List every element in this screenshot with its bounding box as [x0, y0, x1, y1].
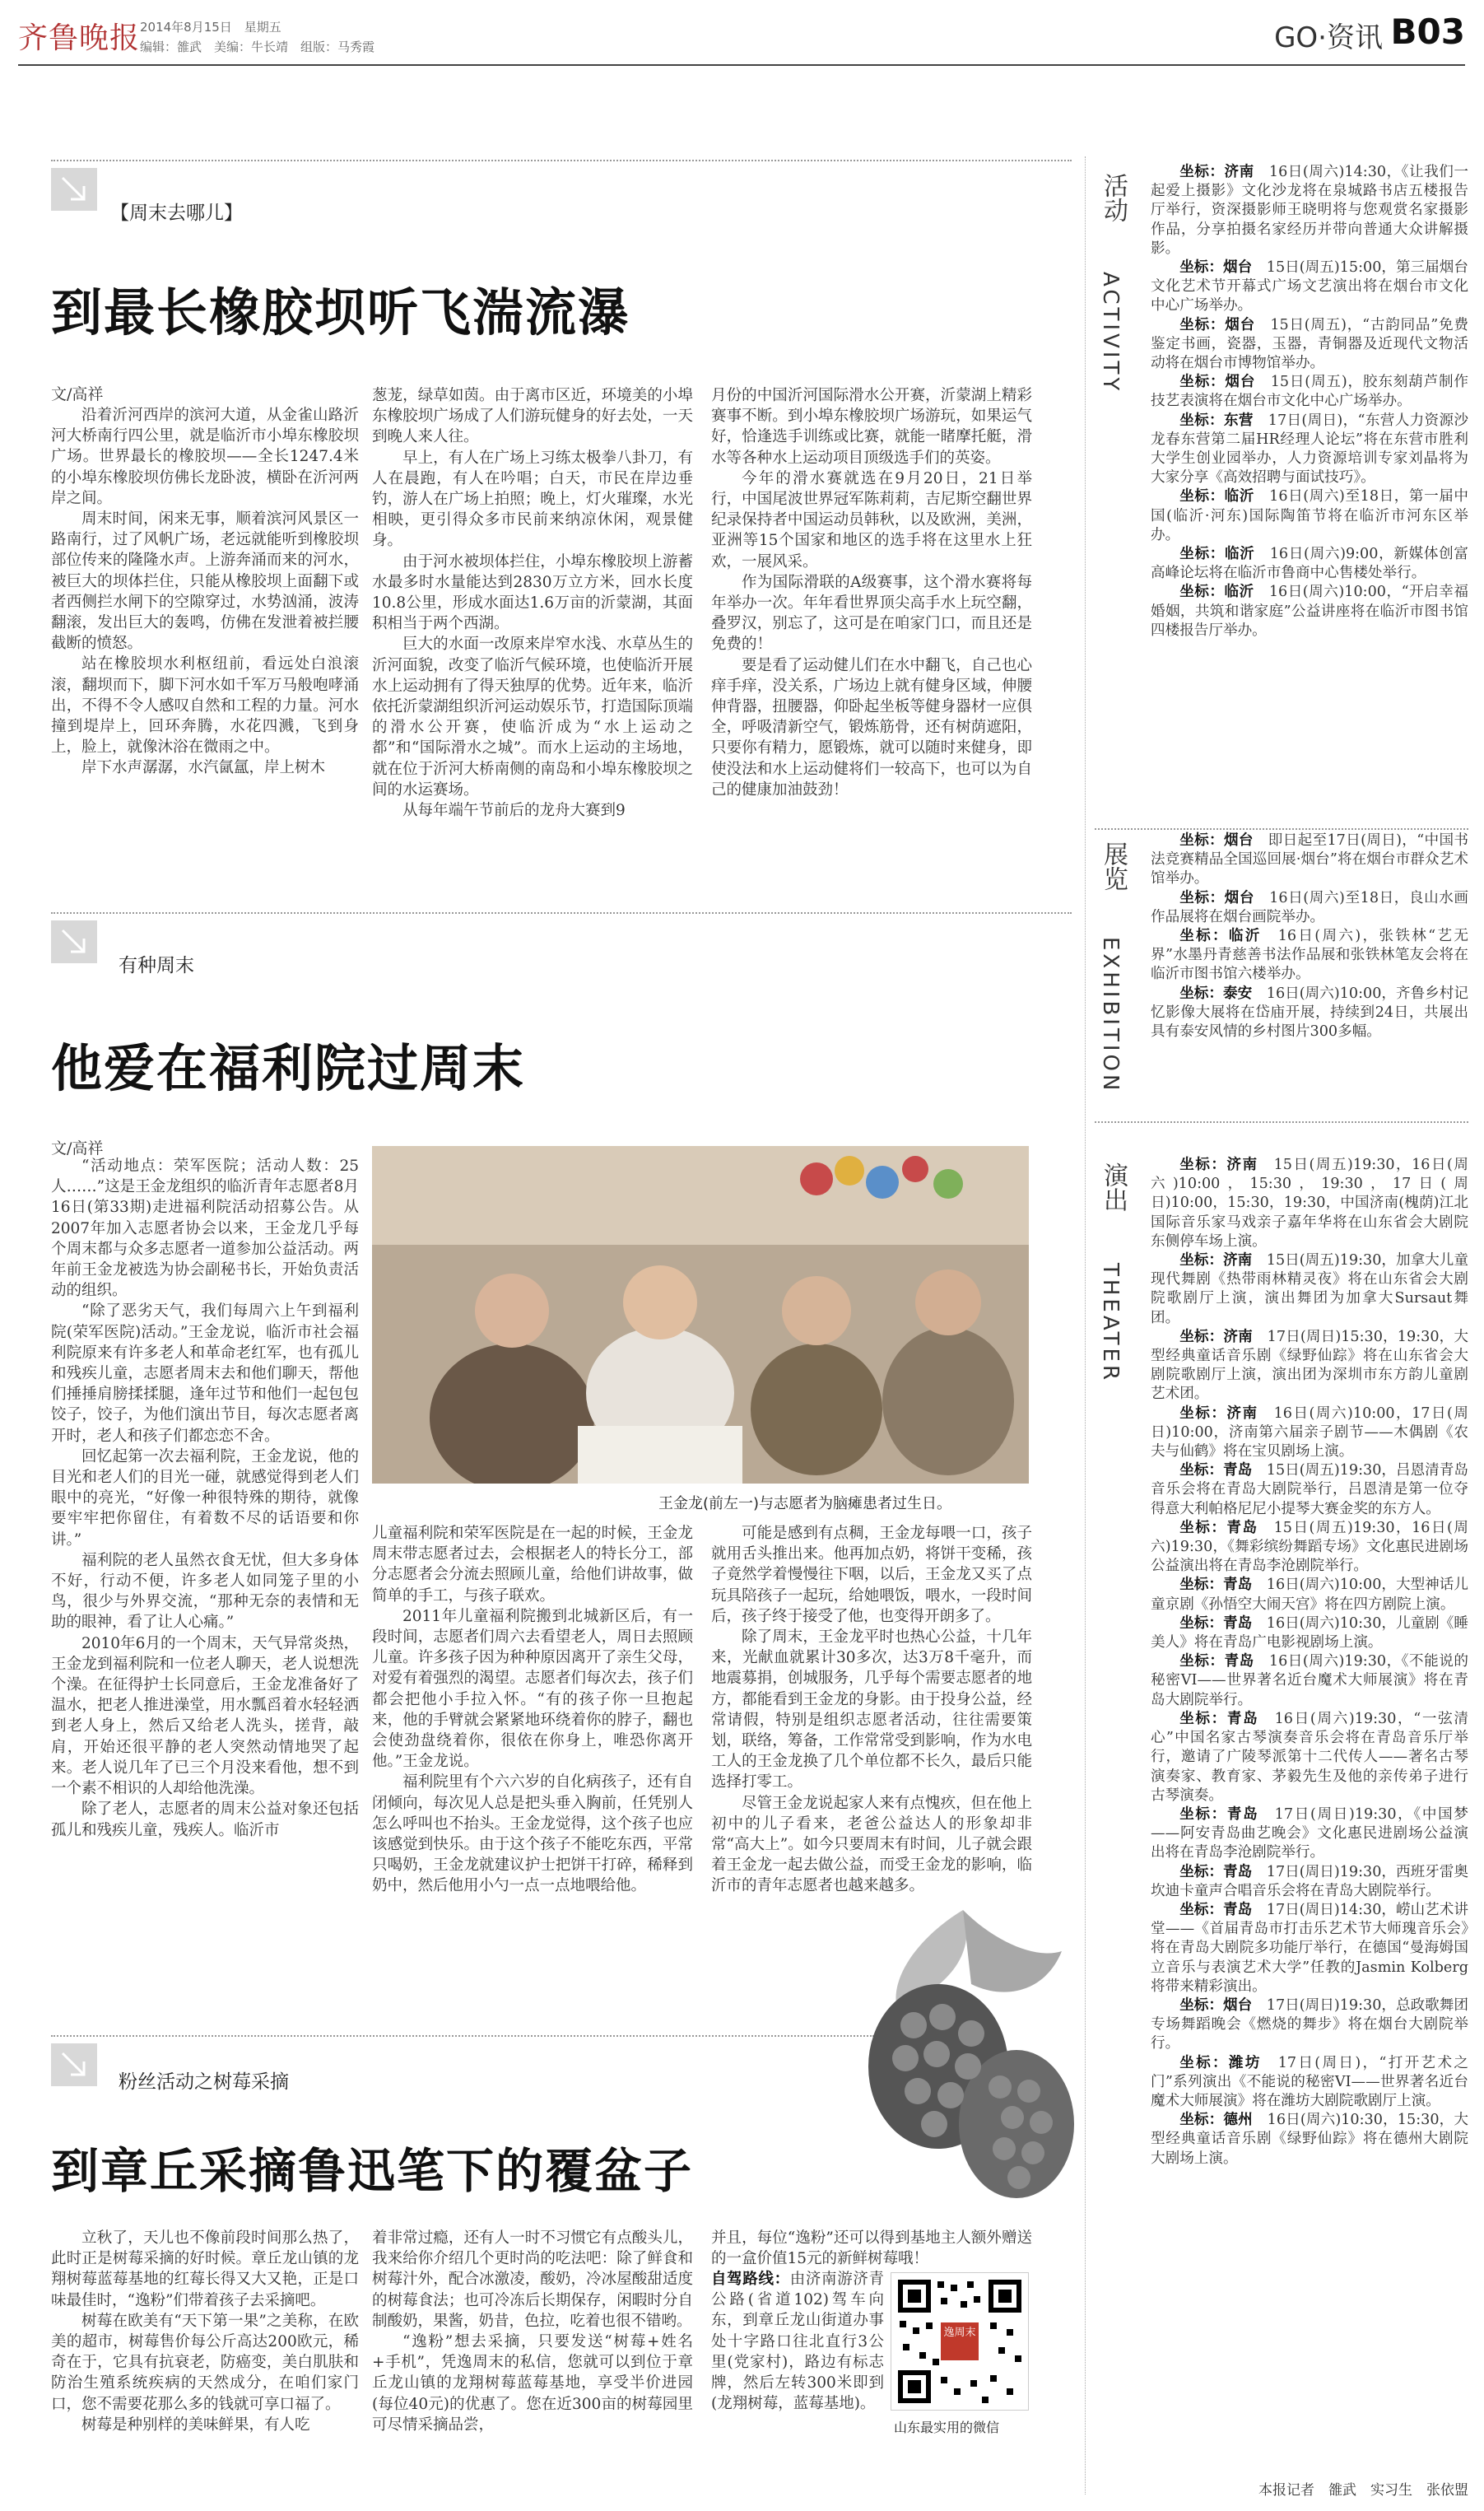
location-label: 坐标：青岛: [1179, 1901, 1253, 1918]
reporter-credits: 本报记者 雒武 实习生 张依盟: [1258, 2482, 1468, 2499]
raspberry-illustration: [840, 1902, 1078, 2215]
paragraph: 着非常过瘾，还有人一时不习惯它有点酸头儿，我来给你介绍几个更时尚的吃法吧：除了鲜食和树莓汁外，配合冰激凌，酸奶，冷冰屋酸甜适度的树莓食法；也可冷冻后长期保存，闲暇时分自制酸奶，果酱，奶昔，色拉，吃着也很不错哟。: [372, 2229, 693, 2330]
divider: [51, 160, 1072, 161]
column-separator: [1085, 156, 1086, 2495]
article-column: [51, 2228, 359, 2435]
location-label: 坐标：临沂: [1179, 584, 1254, 601]
article-column: [711, 1523, 1032, 1897]
listing-text: 16日(周六)10:00，17日(周日)10:00，济南第六届亲子剧节——木偶剧《农夫与仙鹤》将在宝贝剧场上演。: [1151, 1405, 1468, 1460]
listing-text: 15日(周五)，“古韵同品”免费鉴定书画，瓷器，玉器，青铜器及近现代文物活动将在烟台市博物馆举办。: [1151, 316, 1468, 372]
paragraph: 葱茏，绿草如茵。由于离市区近，环境美的小埠东橡胶坝广场成了人们游玩健身的好去处，一天到晚人来人往。: [372, 387, 693, 446]
paragraph: 2010年6月的一个周末，天气异常炎热，王金龙到福利院和一位老人聊天，老人说想洗个澡。在征得护士长同意后，王金龙准备好了温水，把老人推进澡堂，用水瓢舀着水轻轻洒到老人身上，然后又给老人洗头，搓背，敲肩，开始还很平静的老人突然动情地哭了起来。老人说几年了已三个月没来看他，想不到一个素不相识的人却给他洗澡。: [51, 1634, 359, 1798]
listing-item: [1151, 583, 1468, 641]
listing-item: [1151, 316, 1468, 374]
listing-item: [1151, 1251, 1468, 1328]
listing-text: 16日(周六)19:30，《不能说的秘密VI——世界著名近台魔术大师展演》将在青岛大剧院举行。: [1151, 1653, 1468, 1708]
listing-text: 16日(周六)10:00，“开启幸福婚姻，共筑和谐家庭”公益讲座将在临沂市图书馆四楼报告厅举办。: [1151, 584, 1468, 639]
listing-item: [1151, 163, 1468, 259]
article-column: [711, 2228, 1032, 2269]
location-label: 坐标：烟台: [1179, 832, 1254, 849]
headline: 他爱在福利院过周末: [51, 1038, 526, 1098]
section-label-exhibition: 展览: [1099, 841, 1128, 891]
listing-item: [1151, 1863, 1468, 1901]
location-label: 坐标：德州: [1179, 2112, 1253, 2129]
listing-text: 15日(周五)19:30，16日(周六)10:00，15:30，19:30，17日(周日)10:00，15:30，19:30，中国济南(槐荫)江北国际音乐家马戏亲子嘉年华将在山东省会大剧院东侧停车场上演。: [1151, 1157, 1468, 1250]
listing-item: [1151, 1461, 1468, 1519]
location-label: 坐标：东营: [1179, 412, 1254, 429]
listing-item: [1151, 487, 1468, 545]
listing-item: [1151, 1652, 1468, 1710]
paragraph: 儿童福利院和荣军医院是在一起的时候，王金龙周末带志愿者过去，会根据老人的特长分工，部分志愿者会分流去照顾儿童，给他们讲故事，做简单的手工，与孩子联欢。: [372, 1525, 693, 1605]
photo-illustration: [372, 1146, 1029, 1484]
paragraph: “除了恶劣天气，我们每周六上午到福利院(荣军医院)活动。”王金龙说，临沂市社会福利院原来有许多老人和革命老红军，也有孤儿和残疾儿童，志愿者周末去和他们聊天，帮他们捶捶肩膀揉揉腿，逢年过节和他们一起包包饺子，饺子，为他们演出节目，每次志愿者离开时，老人和孩子们都恋恋不舍。: [51, 1302, 359, 1445]
driving-route: [711, 2269, 884, 2414]
masthead: [18, 10, 1465, 63]
header-rule: [18, 64, 1465, 66]
paragraph: 由于河水被坝体拦住，小埠东橡胶坝上游蓄水最多时水量能达到2830万立方米，回水长度10.8公里，形成水面达1.6万亩的沂蒙湖，其面积相当于两个西湖。: [372, 552, 693, 633]
qr-stamp-label: 逸周末: [943, 2327, 976, 2339]
paragraph: 树莓在欧美有“天下第一果”之美称，在欧美的超市，树莓售价每公斤高达200欧元，稀奇在于，它具有抗衰老，防癌变，美白肌肤和防治生殖系统疾病的天然成分，在咱们家门口，您不需要花那么多的钱就可享口福了。: [51, 2312, 359, 2413]
headline: 到最长橡胶坝听飞湍流瀑: [51, 282, 631, 342]
exhibition-listings: [1151, 832, 1468, 1041]
listing-text: 16日(周六)19:30，“一弦清心”中国名家古琴演奏音乐会将在青岛音乐厅举行，邀请了广陵琴派第十二代传人——著名古琴演奏家、教育家、茅毅先生及他的亲传弟子进行古琴演奏。: [1151, 1710, 1468, 1804]
listing-item: [1151, 545, 1468, 583]
location-label: 坐标：济南: [1179, 164, 1254, 180]
location-label: 坐标：烟台: [1179, 374, 1256, 391]
listing-text: 15日(周五)15:00，第三届烟台文化艺术节开幕式广场文艺演出将在烟台市文化中心广场举办。: [1151, 259, 1468, 314]
location-label: 坐标：临沂: [1179, 488, 1254, 505]
listing-item: [1151, 1614, 1468, 1652]
editor-credits: 编辑：雒武 美编：牛长靖 组版：马秀霞: [140, 40, 375, 54]
location-label: 坐标：烟台: [1179, 1996, 1253, 2014]
listing-item: [1151, 889, 1468, 927]
wechat-qr-code: [891, 2272, 1029, 2411]
listing-text: 16日(周六)10:00，大型神话儿童京剧《孙悟空大闹天宫》将在四方剧院上演。: [1151, 1577, 1468, 1613]
article-column: [372, 385, 693, 821]
location-label: 坐标：临沂: [1179, 928, 1262, 945]
paragraph: 站在橡胶坝水利枢纽前，看远处白浪滚滚，翻坝而下，脚下河水如千军万马般咆哮涌出，不得不令人感叹自然和工程的力量。河水撞到堤岸上，回环奔腾，水花四溅，飞到身上，脸上，就像沐浴在微雨之中。: [51, 655, 359, 757]
arrow-corner-icon: [51, 2043, 97, 2086]
article-column: [51, 1156, 359, 1841]
listing-text: 15日(周五)19:30，吕恩清青岛音乐会将在青岛大剧院举行，吕恩清是第一位夺得意大利帕格尼尼小提琴大赛金奖的东方人。: [1151, 1462, 1468, 1517]
photo-caption: 王金龙(前左一)与志愿者为脑瘫患者过生日。: [658, 1495, 952, 1512]
activity-listings: [1151, 163, 1468, 641]
divider: [1095, 828, 1468, 830]
arrow-corner-icon: [51, 920, 97, 963]
location-label: 坐标：济南: [1179, 1157, 1258, 1173]
paragraph: 尽管王金龙说起家人来有点愧疚，但在他上初中的儿子看来，老爸公益达人的形象却非常“高大上”。如今只要周末有时间，儿子就会跟着王金龙一起去做公益，而受王金龙的影响，临沂市的青年志愿者也越来越多。: [711, 1794, 1032, 1895]
paragraph: 早上，有人在广场上习练太极拳八卦刀，有人在晨跑，有人在吟唱；白天，市民在岸边垂钓，游人在广场上拍照；晚上，灯火璀璨，水光相映，更引得众多市民前来纳凉休闲，观景健身。: [372, 449, 693, 550]
listing-item: [1151, 1710, 1468, 1805]
section-label-theater-en: THEATER: [1098, 1263, 1123, 1384]
location-label: 坐标：烟台: [1179, 259, 1253, 277]
paragraph: 除了老人，志愿者的周末公益对象还包括孤儿和残疾儿童，残疾人。临沂市: [51, 1801, 359, 1839]
paragraph: 月份的中国沂河国际滑水公开赛，沂蒙湖上精彩赛事不断。到小埠东橡胶坝广场游玩，如果运气好，恰逢选手训练或比赛，就能一睹摩托艇，滑水等各种水上运动项目顶级选手们的英姿。: [711, 387, 1032, 467]
section-label-activity: 活动: [1099, 173, 1128, 222]
listing-text: 15日(周五)19:30，16日(周六)19:30，《舞彩缤纷舞蹈专场》文化惠民进剧场公益演出将在青岛李沧剧院举行。: [1151, 1519, 1468, 1575]
divider: [51, 912, 1072, 914]
location-label: 坐标：青岛: [1179, 1805, 1259, 1823]
issue-date: 2014年8月15日 星期五: [140, 20, 281, 35]
listing-text: 16日(周六)14:30，《让我们一起爱上摄影》文化沙龙将在泉城路书店五楼报告厅举行，资深摄影师王晓明将与您观赏名家摄影作品，分享拍摄名家经历并带向普通大众讲解摄影。: [1151, 164, 1468, 257]
paragraph: 要是看了运动健儿们在水中翻飞，自己也心痒手痒，没关系，广场边上就有健身区域，伸腰伸背器，扭腰器，仰卧起坐板等健身器材一应俱全，呼吸清新空气，锻炼筋骨，还有树荫遮阳，只要你有精力，愿锻炼，就可以随时来健身，即使没法和水上运动健将们一较高下，也可以为自己的健康加油鼓劲！: [711, 656, 1032, 799]
location-label: 坐标：青岛: [1179, 1710, 1259, 1727]
arrow-corner-icon: [51, 168, 97, 211]
listing-text: 17日(周日)19:30，总政歌舞团专场舞蹈晚会《燃烧的舞步》将在烟台大剧院举行。: [1151, 1996, 1468, 2052]
listing-item: [1151, 927, 1468, 985]
paragraph: 今年的滑水赛就选在9月20日，21日举行，中国尾波世界冠军陈莉莉，吉尼斯空翻世界纪录保持者中国运动员韩秋，以及欧洲，美洲，亚洲等15个国家和地区的选手将在这里水上狂欢，一展风采。: [711, 469, 1032, 571]
listing-item: [1151, 1805, 1468, 1863]
listing-text: 16日(周六)至18日，第一届中国(临沂·河东)国际陶笛节将在临沂市河东区举办。: [1151, 488, 1468, 543]
paragraph: 2011年儿童福利院搬到北城新区后，有一段时间，志愿者们周六去看望老人，周日去照顾儿童。许多孩子因为种种原因离开了亲生父母，对爱有着强烈的渴望。志愿者们每次去，孩子们都会把他小手拉入怀。“有的孩子你一旦抱起来，他的手臂就会紧紧地环绕着你的脖子，翻也会使劲盘绕着你，很依在你身上，唯恐你离开他。”王金龙说。: [372, 1607, 693, 1771]
listing-item: [1151, 373, 1468, 411]
listing-text: 16日(周六)，张铁林“艺无界”水墨丹青慈善书法作品展和张铁林笔友会将在临沂市图书馆六楼举办。: [1151, 928, 1468, 983]
byline: 文/高祥: [51, 385, 104, 403]
paragraph: 福利院里有个六六岁的自化病孩子，还有自闭倾向，每次见人总是把头垂入胸前，任凭别人怎么呼叫也不抬头。王金龙觉得，这个孩子也应该感觉到快乐。由于这个孩子不能吃东西，平常只喝奶，王金龙就建议护士把饼干打碎，稀释到奶中，然后他用小勺一点一点地喂给他。: [372, 1773, 693, 1895]
listing-item: [1151, 985, 1468, 1042]
location-label: 坐标：泰安: [1179, 985, 1253, 1002]
section-label-theater: 演出: [1099, 1162, 1128, 1212]
listing-text: 16日(周六)9:00，新媒体创富高峰论坛将在临沂市鲁商中心售楼处举行。: [1151, 546, 1468, 582]
location-label: 坐标：青岛: [1179, 1614, 1253, 1632]
paragraph: 立秋了，天儿也不像前段时间那么热了，此时正是树莓采摘的好时候。章丘龙山镇的龙翔树莓蓝莓基地的红莓长得又大又艳，正是口味最佳时，“逸粉”们带着孩子去采摘吧。: [51, 2229, 359, 2309]
listing-text: 16日(周六)10:00，齐鲁乡村记忆影像大展将在岱庙开展，持续到24日，共展出具有泰安风情的乡村图片300多幅。: [1151, 985, 1468, 1041]
paragraph: 从每年端午节前后的龙舟大赛到9: [402, 802, 626, 820]
listing-text: 15日(周五)19:30，加拿大儿童现代舞剧《热带雨林精灵夜》将在山东省会大剧院歌剧厅上演，演出舞团为加拿大Sursaut舞团。: [1151, 1252, 1468, 1326]
section-name: GO·资讯: [1274, 21, 1383, 54]
listing-item: [1151, 1519, 1468, 1577]
newspaper-logo: 齐鲁晚报: [18, 21, 141, 55]
listing-item: [1151, 1996, 1468, 2054]
listing-text: 15日(周五)，胶东刻葫芦制作技艺表演将在烟台市文化中心广场举办。: [1151, 374, 1468, 410]
divider: [51, 2035, 874, 2037]
location-label: 坐标：青岛: [1179, 1519, 1258, 1536]
location-label: 坐标：潍坊: [1179, 2054, 1262, 2071]
section-label-exhibition-en: EXHIBITION: [1098, 937, 1123, 1094]
listing-item: [1151, 1901, 1468, 1996]
kicker: 有种周末: [119, 955, 194, 976]
location-label: 坐标：济南: [1179, 1405, 1258, 1422]
kicker: 粉丝活动之树莓采摘: [119, 2071, 289, 2093]
location-label: 坐标：济南: [1179, 1252, 1253, 1269]
byline: 文/高祥: [51, 1139, 104, 1158]
listing-item: [1151, 1405, 1468, 1462]
paragraph: 除了周末，王金龙平时也热心公益，十几年来，光献血就累计30多次，达3万8千毫升，而地震募捐，创城服务，几乎每个需要志愿者的地方，都能看到王金龙的身影。由于投身公益，经常请假，特别是组织志愿者活动，往往需要策划，联络，筹备，工作常常受到影响，作为水电工人的王金龙换了几个单位都不长久，最后只能选择打零工。: [711, 1628, 1032, 1791]
headline: 到章丘采摘鲁迅笔下的覆盆子: [51, 2143, 694, 2199]
qr-pattern: [891, 2273, 1028, 2410]
paragraph: 并且，每位“逸粉”还可以得到基地主人额外赠送的一盒价值15元的新鲜树莓哦！: [711, 2229, 1032, 2268]
location-label: 坐标：烟台: [1179, 889, 1254, 906]
listing-text: 17日(周日)，“打开艺术之门”系列演出《不能说的秘密VI——世界著名近台魔术大师展演》将在潍坊大剧院歌剧厅上演。: [1151, 2054, 1468, 2109]
location-label: 坐标：济南: [1179, 1328, 1253, 1345]
listing-item: [1151, 1328, 1468, 1405]
driving-route-text: 由济南游济青公路(省道102)驾车向东，到章丘龙山街道办事处十字路口往北直行3公里(党家村)，路边有标志牌，然后左转300米即到(龙翔树莓，蓝莓基地)。: [711, 2271, 884, 2413]
listing-item: [1151, 412, 1468, 488]
listing-text: 17日(周日)15:30，19:30，大型经典童话音乐剧《绿野仙踪》将在山东省会大剧院歌剧厅上演，演出团为深圳市东方韵儿童剧艺术团。: [1151, 1328, 1468, 1403]
listing-item: [1151, 832, 1468, 889]
listing-item: [1151, 259, 1468, 316]
listing-text: 16日(周六)10:30，儿童剧《睡美人》将在青岛广电影视剧场上演。: [1151, 1614, 1468, 1651]
volunteers-photo: [372, 1146, 1029, 1484]
article-column: [51, 405, 359, 779]
listing-text: 17日(周日)，“东营人力资源沙龙春东营第二届HR经理人论坛”将在东营市胜利大学生创业园举办，人力资源培训专家刘晶将为大家分享《高效招聘与面试技巧》。: [1151, 412, 1468, 487]
section-label-activity-en: ACTIVITY: [1098, 272, 1123, 394]
listing-text: 17日(周日)14:30，崂山艺术讲堂——《首届青岛市打击乐艺术节大师瑰音乐会》将在青岛大剧院多功能厅举行，在德国“曼海姆国立音乐与表演艺术大学”任教的Jasmin Kolberg将带来精彩演出。: [1151, 1901, 1468, 1995]
kicker: 【周末去哪儿】: [110, 203, 243, 224]
paragraph: 沿着沂河西岸的滨河大道，从金雀山路沂河大桥南行四公里，就是临沂市小埠东橡胶坝广场。世界最长的橡胶坝——全长1247.4米的小埠东橡胶坝仿佛长龙卧波，横卧在沂河两岸之间。: [51, 407, 359, 507]
listing-text: 17日(周日)19:30，西班牙雷奥坎迪卡童声合唱音乐会将在青岛大剧院举行。: [1151, 1863, 1468, 1899]
location-label: 坐标：临沂: [1179, 546, 1255, 563]
paragraph: 回忆起第一次去福利院，王金龙说，他的目光和老人们的目光一碰，就感觉得到老人们眼中的亮光，“好像一种很特殊的期待，就像要牢牢把你留住，有着数不尽的话语要和你讲。”: [51, 1447, 359, 1549]
paragraph: 作为国际滑联的A级赛事，这个滑水赛将每年举办一次。年年看世界顶尖高手水上玩空翻，叠罗汉，别忘了，这可是在咱家门口，而且还是免费的！: [711, 573, 1032, 654]
paragraph: 周末时间，闲来无事，顺着滨河风景区一路南行，过了风帆广场，老远就能听到橡胶坝部位传来的隆隆水声。上游奔涌而来的河水，被巨大的坝体拦住，只能从橡胶坝上面翻下或者西侧拦水闸下的空隙穿过，水势汹涌，波涛翻滚，发出巨大的轰鸣，仿佛在发泄着被拦腰截断的愤怒。: [51, 510, 359, 653]
location-label: 坐标：青岛: [1179, 1653, 1254, 1670]
paragraph: 福利院的老人虽然衣食无忧，但大多身体不好，行动不便，许多老人如同笼子里的小鸟，很少与外界交流，“那种无奈的表情和无助的眼神，看了让人心痛。”: [51, 1551, 359, 1632]
article-column: [711, 385, 1032, 800]
page-number: B03: [1390, 12, 1465, 52]
article-column: [372, 2228, 693, 2435]
location-label: 坐标：青岛: [1179, 1462, 1253, 1479]
paragraph: 巨大的水面一改原来岸窄水浅、水草丛生的沂河面貌，改变了临沂气候环境，也使临沂开展水上运动拥有了得天独厚的优势。近年来，临沂依托沂蒙湖组织沂河运动娱乐节，打造国际顶端的滑水公开赛，使临沂成为“水上运动之都”和“国际滑水之城”。而水上运动的主场地，就在位于沂河大桥南侧的南岛和小埠东橡胶坝之间的水运赛场。: [372, 636, 693, 799]
listing-item: [1151, 1576, 1468, 1614]
listing-item: [1151, 1156, 1468, 1251]
listing-item: [1151, 2111, 1468, 2169]
qr-caption: 山东最实用的微信: [894, 2420, 1000, 2435]
location-label: 坐标：烟台: [1179, 316, 1255, 333]
listing-item: [1151, 2054, 1468, 2112]
paragraph: 树莓是种别样的美味鲜果，有人吃: [81, 2415, 310, 2434]
paragraph: 可能是感到有点稠，王金龙每喂一口，孩子就用舌头推出来。他再加点奶，将饼干变稀，孩子竟然学着慢慢往下咽，以后，王金龙又买了点玩具陪孩子一起玩，给她喂饭，喂水，一段时间后，孩子终于接受了他，也变得开朗多了。: [711, 1525, 1032, 1625]
listing-text: 17日(周日)19:30，《中国梦——阿安青岛曲艺晚会》文化惠民进剧场公益演出将在青岛李沧剧院举行。: [1151, 1805, 1468, 1861]
paragraph: “逸粉”想去采摘，只要发送“树莓+姓名+手机”，凭逸周末的私信，您就可以到位于章丘龙山镇的龙翔树莓蓝莓基地，享受半价进园(每位40元)的优惠了。您在近300亩的树莓园里可尽情采摘品尝，: [372, 2333, 693, 2434]
location-label: 坐标：青岛: [1179, 1577, 1253, 1594]
theater-listings: [1151, 1156, 1468, 2169]
listing-text: 16日(周六)至18日，良山水画作品展将在烟台画院举办。: [1151, 889, 1468, 925]
listing-text: 16日(周六)10:30，15:30，大型经典童话音乐剧《绿野仙踪》将在德州大剧院大剧场上演。: [1151, 2112, 1468, 2167]
location-label: 坐标：青岛: [1179, 1863, 1253, 1880]
paragraph: “活动地点：荣军医院；活动人数：25人……”这是王金龙组织的临沂青年志愿者8月16日(第33期)走进福利院活动招募公告。从2007年加入志愿者协会以来，王金龙几乎每个周末都与众多志愿者一道参加公益活动。两年前王金龙被选为协会副秘书长，开始负责活动的组织。: [51, 1158, 359, 1300]
divider: [1095, 1121, 1468, 1123]
article-column: [372, 1523, 693, 1897]
paragraph: 岸下水声潺潺，水汽氤氲，岸上树木: [81, 759, 326, 777]
driving-route-label: 自驾路线：: [711, 2271, 790, 2288]
listing-text: 即日起至17日(周日)，“中国书法竞赛精品全国巡回展·烟台”将在烟台市群众艺术馆举办。: [1151, 832, 1468, 887]
